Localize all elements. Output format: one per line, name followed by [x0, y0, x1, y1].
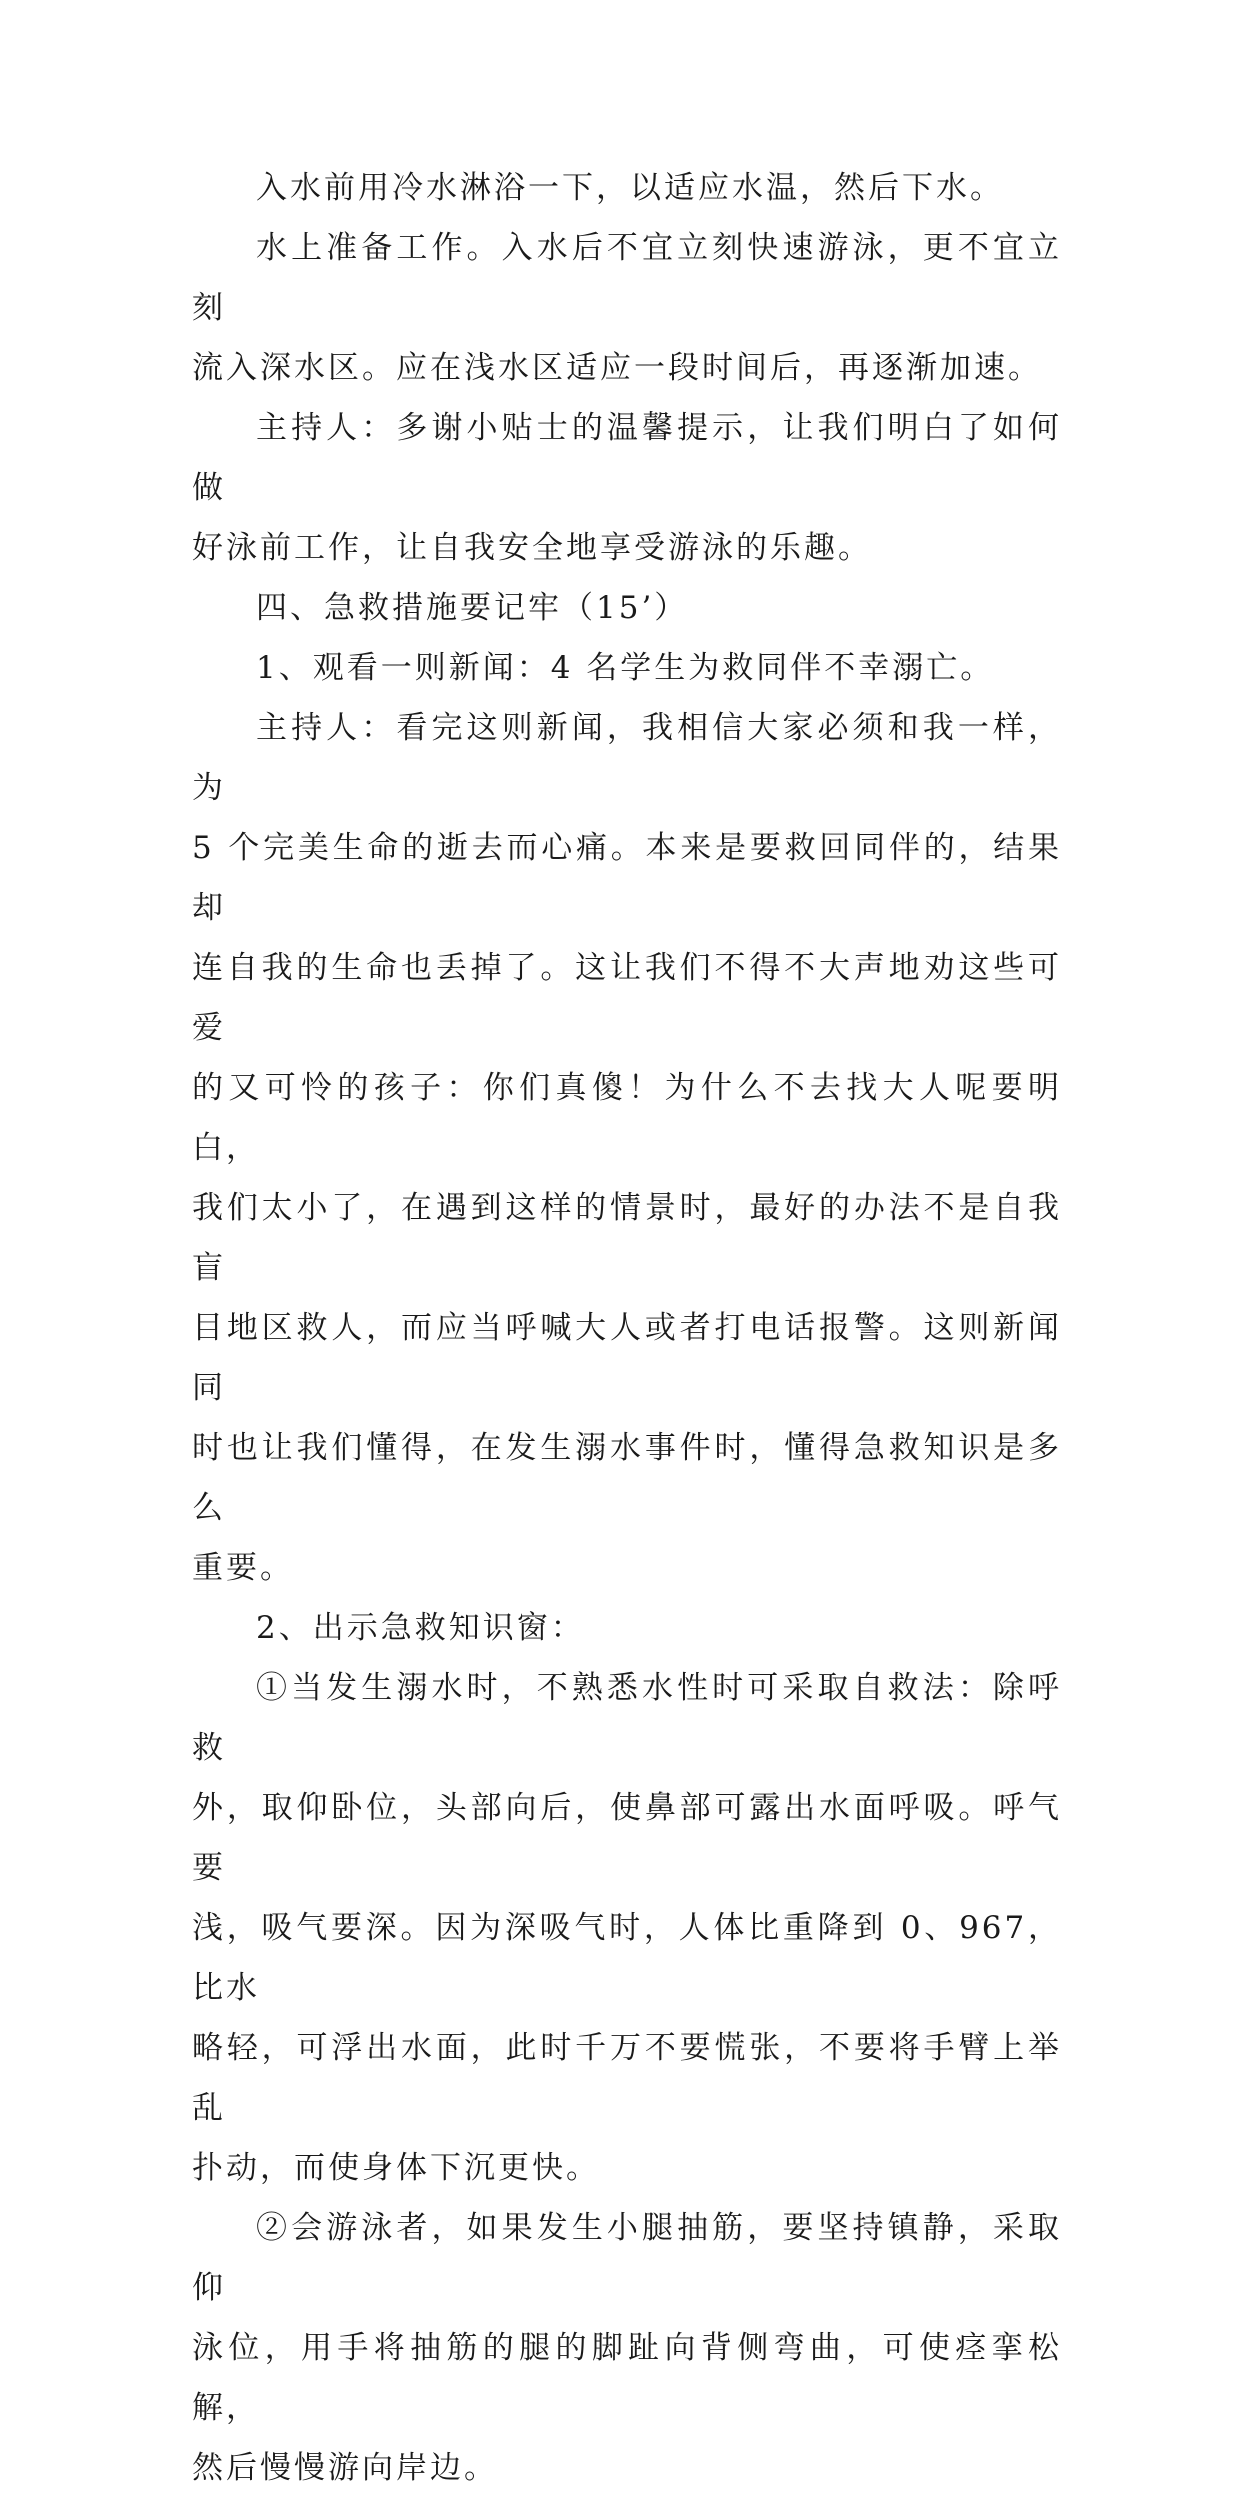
document-body — [192, 158, 1062, 2498]
paragraph-watch-news: 1、观看一则新闻：4 名学生为救同伴不幸溺亡。 — [256, 650, 995, 686]
paragraph-host-comment: 主持人：看完这则新闻，我相信大家必须和我一样，为 5 个完美生命的逝去而心痛。本来是要救回同伴的，结果却 连自我的生命也丢掉了。这让我们不得不大声地劝这些可爱 的又可怜的孩子：你们真傻！为什么不去找大人呢要明白， 我们太小了，在遇到这样的情景时，最好的办法不是自我盲 目地区救人，而应当呼喊大人或者打电话报警。这则新闻同 时也让我们懂得，在发生溺水事件时，懂得急救知识是多么 重要。 — [192, 710, 1062, 1586]
paragraph-shower-before-swim: 入水前用冷水淋浴一下，以适应水温，然后下水。 — [256, 170, 1004, 206]
paragraph-self-rescue-method: ①当发生溺水时，不熟悉水性时可采取自救法：除呼救 外，取仰卧位，头部向后，使鼻部可露出水面呼吸。呼气要 浅，吸气要深。因为深吸气时，人体比重降到 0、967，比水 略轻，可浮出水面，此时千万不要慌张，不要将手臂上举乱 扑动，而使身体下沉更快。 — [192, 1670, 1062, 2186]
paragraph-host-thanks: 主持人：多谢小贴士的温馨提示，让我们明白了如何做 好泳前工作，让自我安全地享受游泳的乐趣。 — [192, 410, 1062, 566]
paragraph-water-preparation: 水上准备工作。入水后不宜立刻快速游泳，更不宜立刻 流入深水区。应在浅水区适应一段时间后，再逐渐加速。 — [192, 230, 1062, 386]
paragraph-first-aid-window: 2、出示急救知识窗： — [256, 1610, 585, 1646]
paragraph-leg-cramp: ②会游泳者，如果发生小腿抽筋，要坚持镇静，采取仰 泳位，用手将抽筋的腿的脚趾向背侧弯曲，可使痉挛松解， 然后慢慢游向岸边。 — [192, 2210, 1062, 2486]
section-heading-first-aid: 四、急救措施要记牢（15’） — [256, 590, 689, 626]
